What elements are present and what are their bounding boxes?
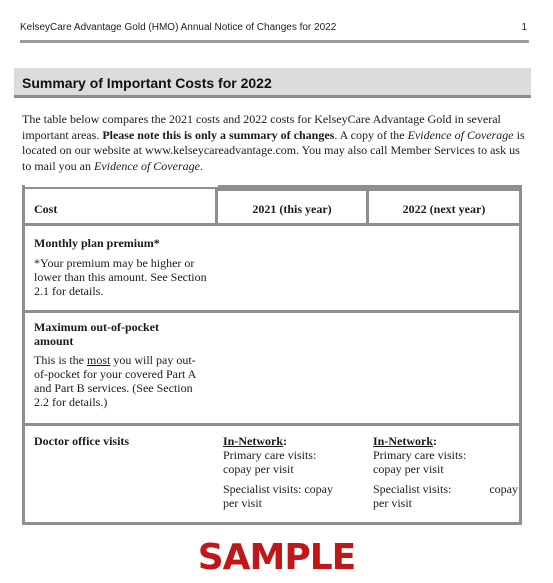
cell-2022-doctor-visits: In-Network: Primary care visits: copay per visit Specialist visits: copay per visit (373, 434, 518, 510)
sample-watermark: SAMPLE (197, 537, 356, 578)
page-header (20, 22, 529, 43)
in-network-label: In-Network (223, 434, 283, 448)
header-title: KelseyCare Advantage Gold (HMO) Annual Notice of Changes for 2022 (20, 22, 337, 33)
primary-care-text: Primary care visits: copay per visit (373, 448, 467, 476)
col-header-cost: Cost (34, 202, 58, 216)
section-title: Summary of Important Costs for 2022 (14, 68, 531, 98)
specialist-text: Specialist visits: copay per visit (223, 482, 333, 510)
cell-2021-doctor-visits: In-Network: Primary care visits: copay per visit Specialist visits: copay per visit (223, 434, 343, 510)
col-header-2021: 2021 (this year) (252, 202, 332, 216)
intro-paragraph (22, 112, 532, 174)
page-number: 1 (521, 22, 527, 33)
intro-text-4: . (199, 158, 203, 173)
row-title-doctor-visits: Doctor office visits (34, 434, 130, 448)
intro-bold-note: Please note this is only a summary of changes (102, 127, 335, 142)
row-title-max-oop: Maximum out-of-pocket amount (34, 320, 159, 348)
row-desc-premium: *Your premium may be higher or lower than this amount. See Section 2.1 for details. (34, 256, 207, 298)
table-row (25, 426, 519, 522)
row-desc-max-oop: This is the most you will pay out-of-pocket for your covered Part A and Part B services. (See Section 2.2 for details.) (34, 353, 196, 409)
primary-care-text: Primary care visits: copay per visit (223, 448, 317, 476)
table-row (25, 226, 519, 310)
row-title-premium: Monthly plan premium* (34, 236, 160, 250)
intro-text-1: The table below compares the 2021 costs and 2022 costs for KelseyCare Advantage Gold in several important areas. (22, 112, 501, 142)
col-header-2022: 2022 (next year) (402, 202, 486, 216)
intro-text-3: is located on our website at www.kelseycareadvantage.com. You may also call Member Services to ask us to mail you an (22, 127, 525, 173)
in-network-label: In-Network (373, 434, 433, 448)
underlined-most: most (87, 353, 111, 367)
cost-comparison-table (22, 185, 522, 525)
specialist-text: Specialist visits: copay per visit (373, 482, 518, 510)
table-row (25, 313, 519, 423)
intro-text-2: . A copy of the (334, 127, 405, 142)
intro-eoc-2: Evidence of Coverage (94, 158, 200, 173)
table-header-row (25, 189, 519, 223)
intro-eoc-1: Evidence of Coverage (407, 127, 514, 142)
